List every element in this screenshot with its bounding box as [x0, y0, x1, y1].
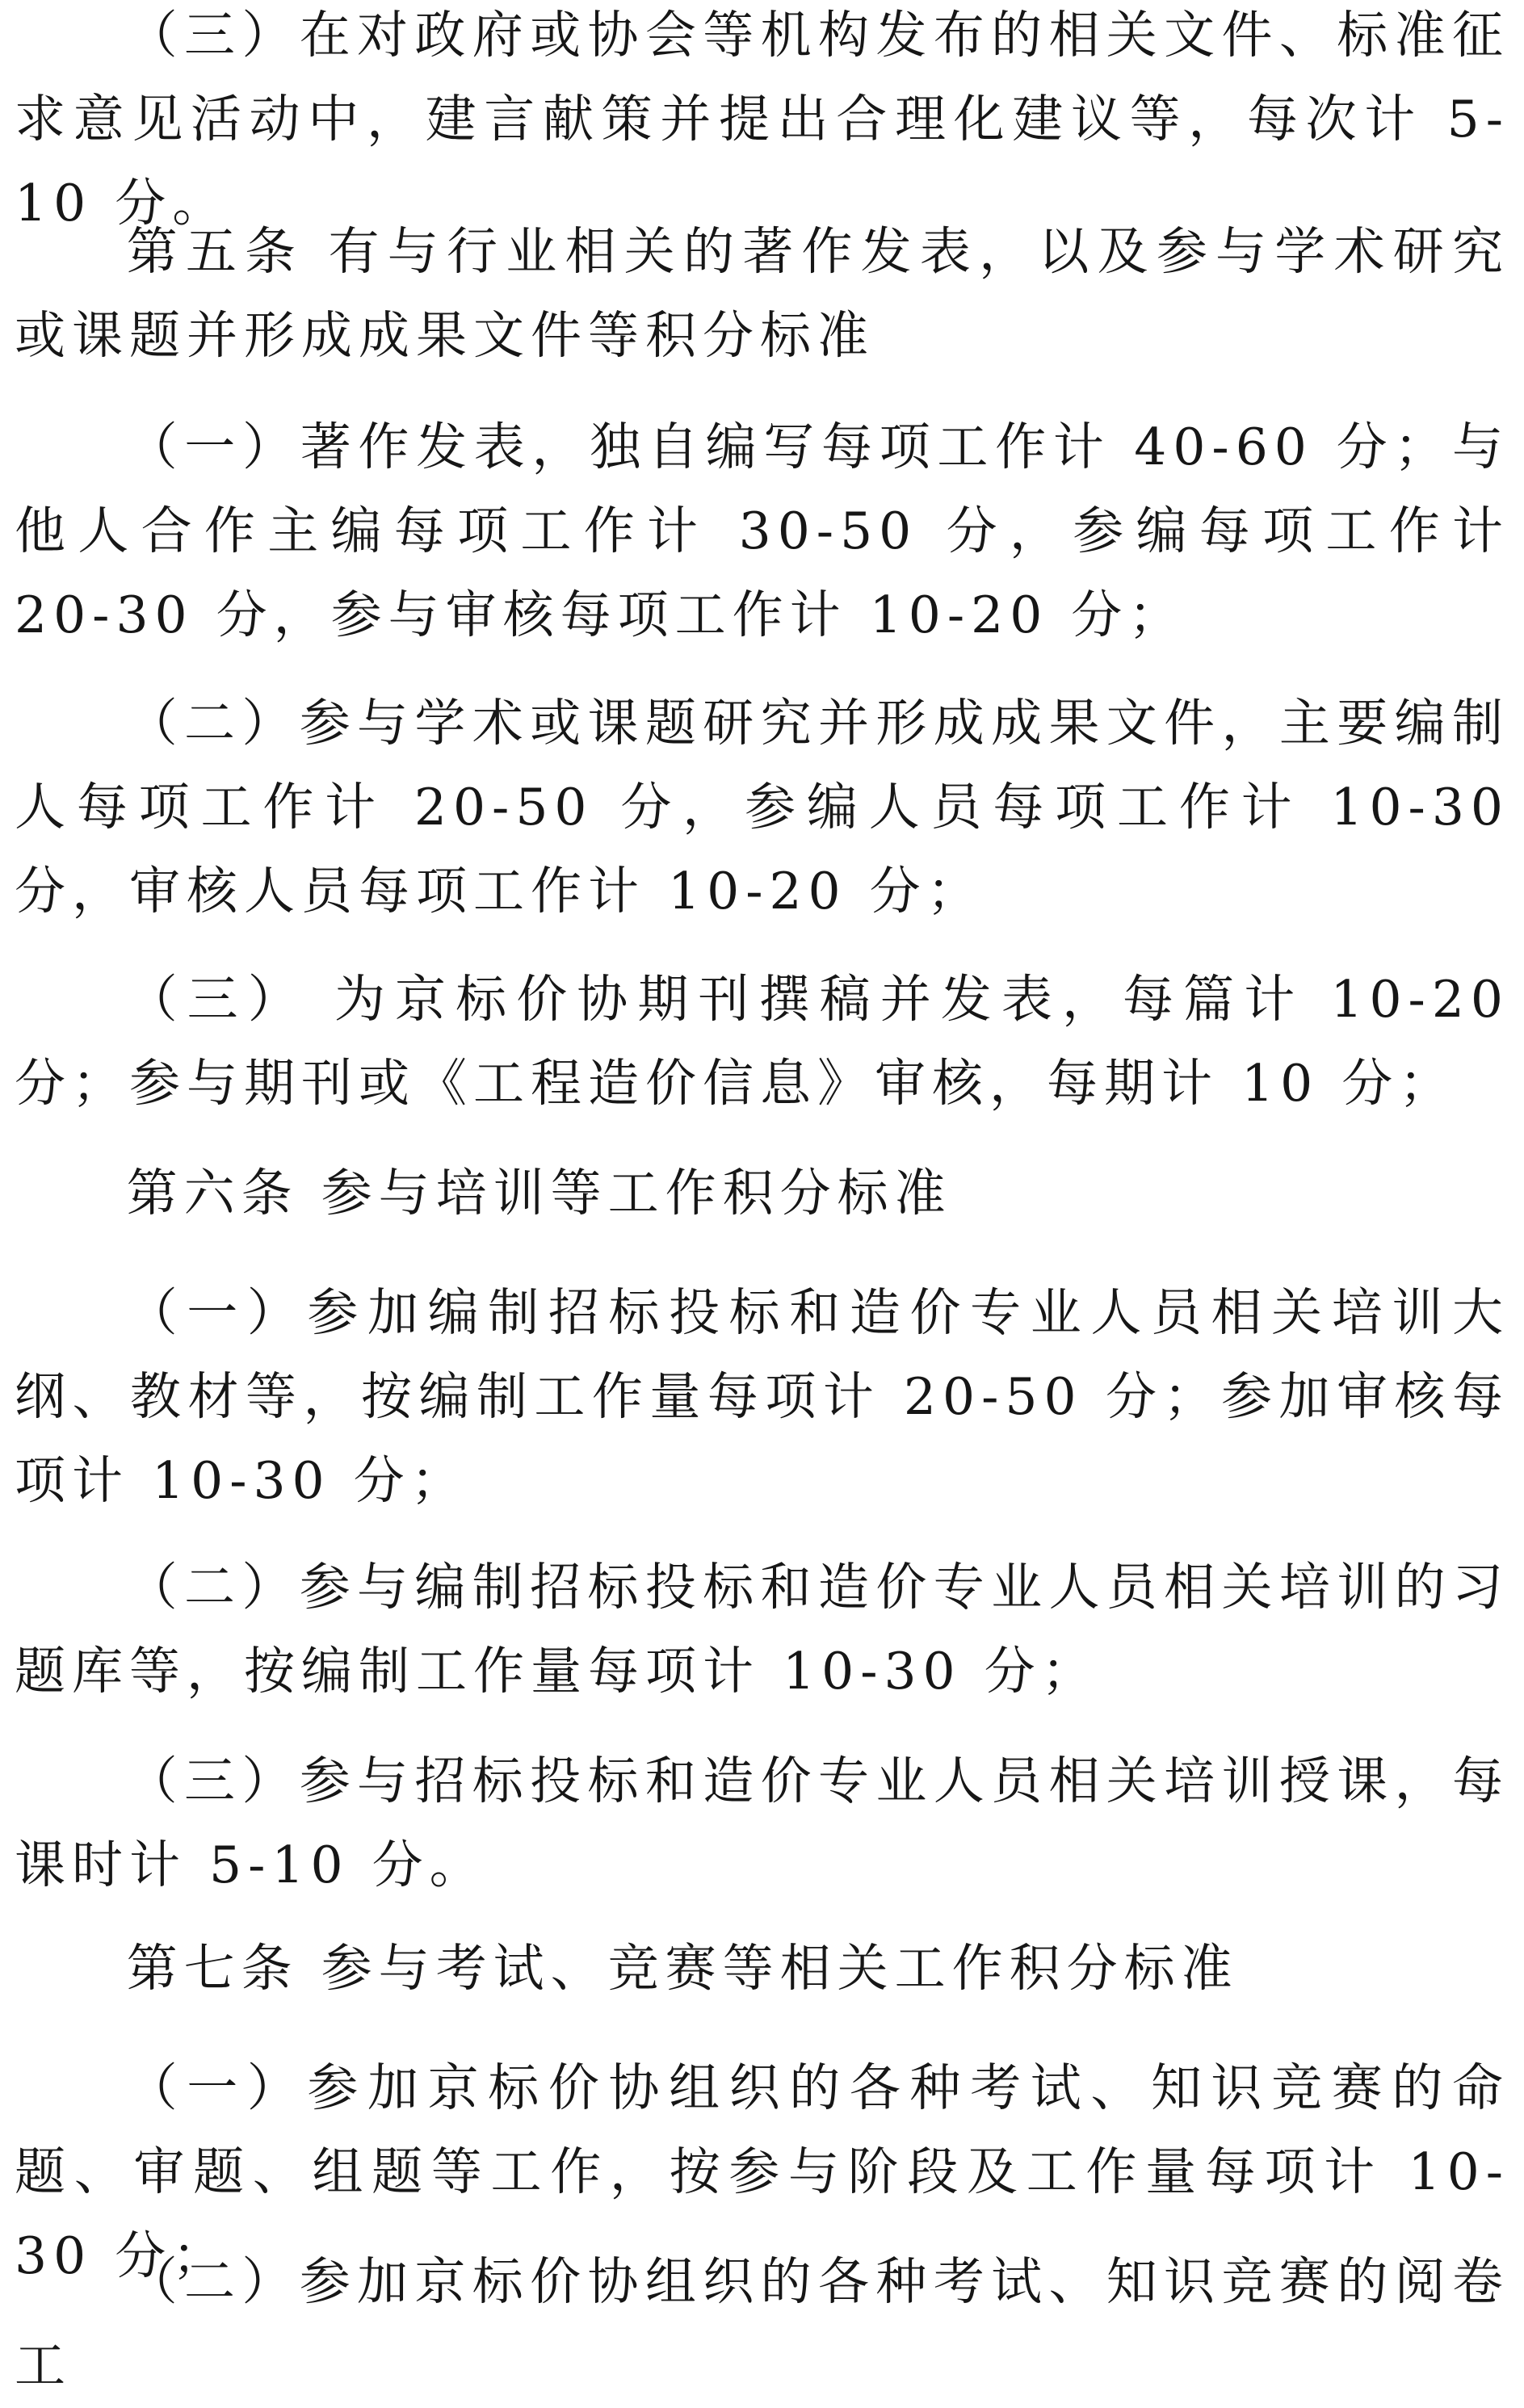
paragraph-article-6-item-1: （一）参加编制招标投标和造价专业人员相关培训大纲、教材等，按编制工作量每项计 20-50 分；参加审核每项计 10-30 分； [15, 1283, 1509, 1510]
paragraph-article-7-item-2: （二）参加京标价协组织的各种考试、知识竞赛的阅卷工 [15, 2252, 1509, 2395]
paragraph-article-5-item-2: （二）参与学术或课题研究并形成成果文件，主要编制人每项工作计 20-50 分，参编人员每项工作计 10-30 分，审核人员每项工作计 10-20 分； [15, 694, 1509, 921]
paragraph-article-4-item-3: （三）在对政府或协会等机构发布的相关文件、标准征求意见活动中，建言献策并提出合理化建议等，每次计 5-10 分。 [15, 6, 1509, 233]
paragraph-article-6-item-3: （三）参与招标投标和造价专业人员相关培训授课，每课时计 5-10 分。 [15, 1751, 1509, 1894]
article-6-heading: 第六条 参与培训等工作积分标准 [126, 1164, 952, 1223]
paragraph-article-5-item-1: （一）著作发表，独自编写每项工作计 40-60 分；与他人合作主编每项工作计 30-50 分，参编每项工作计 20-30 分，参与审核每项工作计 10-20 分； [15, 417, 1509, 644]
paragraph-article-5-item-3: （三） 为京标价协期刊撰稿并发表，每篇计 10-20 分；参与期刊或《工程造价信息》审核，每期计 10 分； [15, 970, 1509, 1113]
article-5-heading: 第五条 有与行业相关的著作发表，以及参与学术研究或课题并形成成果文件等积分标准 [15, 222, 1509, 365]
article-7-heading: 第七条 参与考试、竞赛等相关工作积分标准 [126, 1939, 1239, 1998]
paragraph-article-6-item-2: （二）参与编制招标投标和造价专业人员相关培训的习题库等，按编制工作量每项计 10-30 分； [15, 1558, 1509, 1701]
paragraph-article-7-item-1: （一）参加京标价协组织的各种考试、知识竞赛的命题、审题、组题等工作，按参与阶段及工作量每项计 10-30 分； [15, 2058, 1509, 2285]
